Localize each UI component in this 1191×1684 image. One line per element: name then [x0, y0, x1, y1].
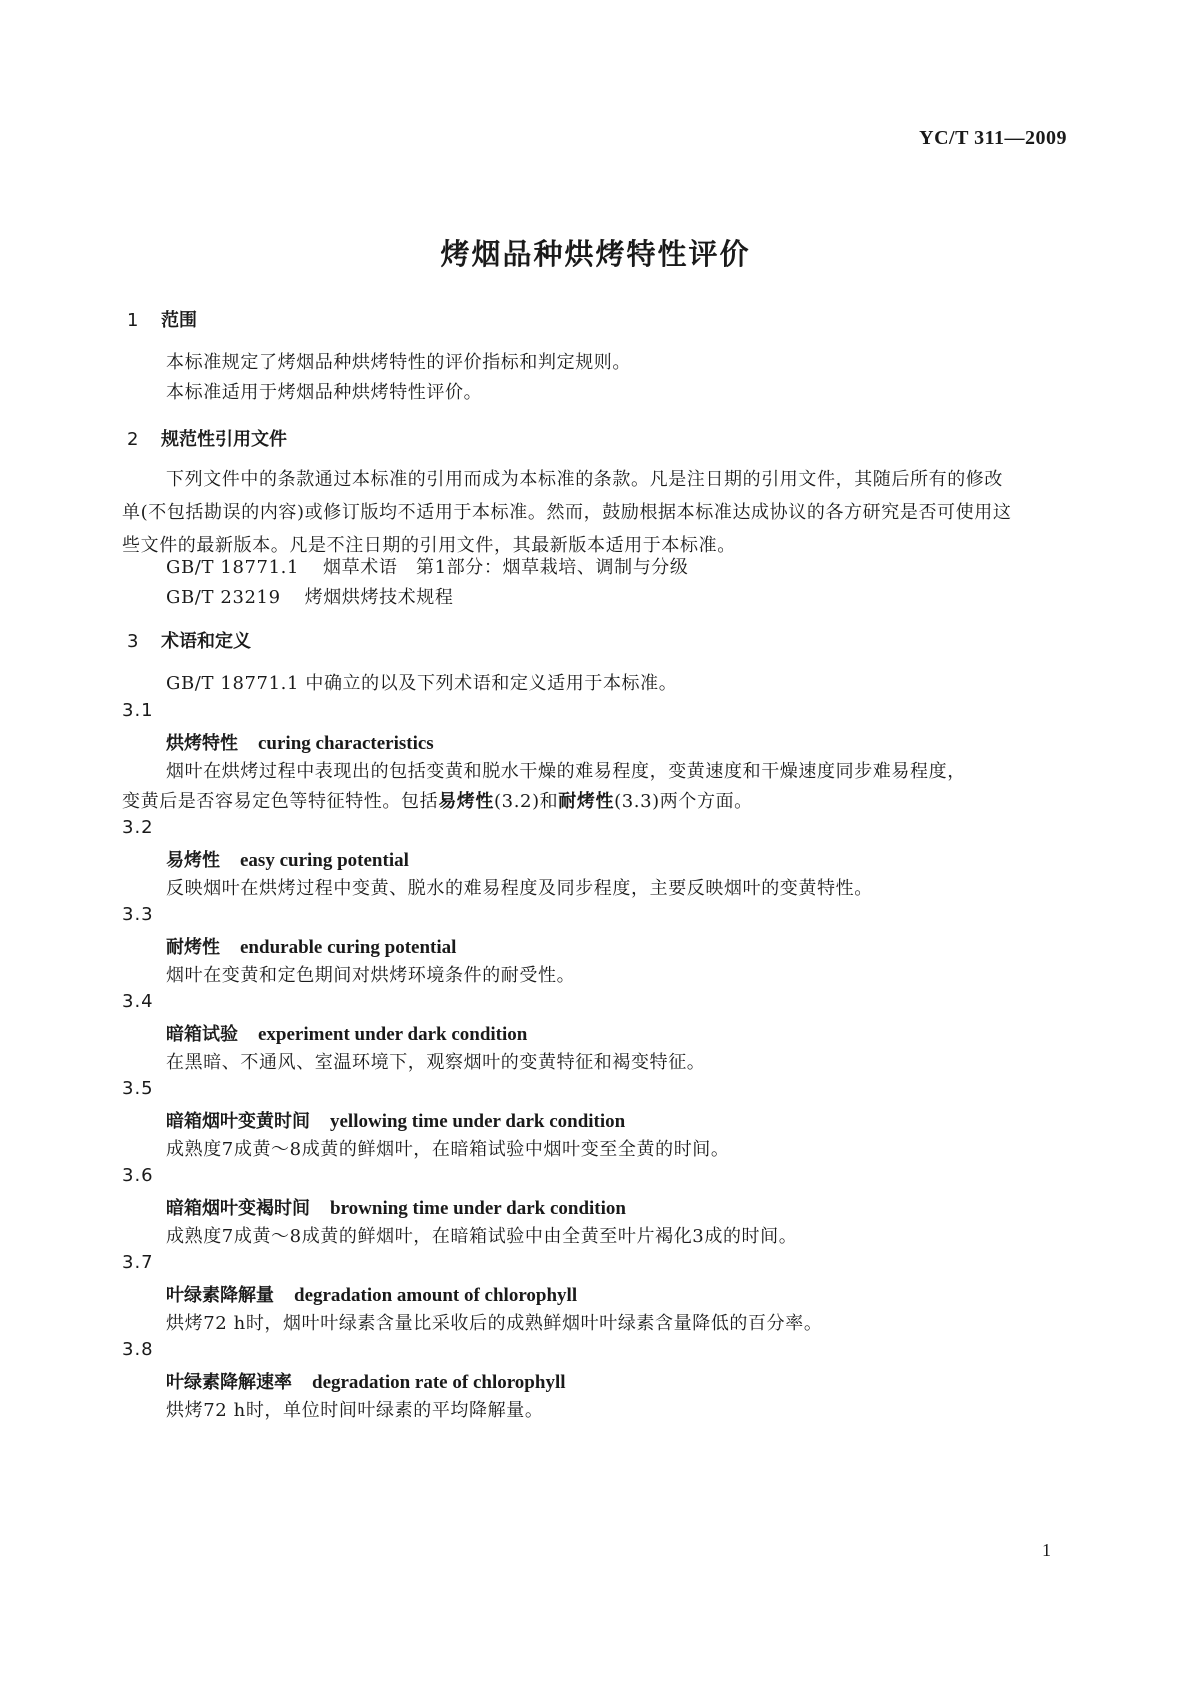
term-zh: 叶绿素降解速率: [166, 1372, 292, 1393]
term-en: curing characteristics: [258, 733, 434, 754]
term-en: degradation rate of chlorophyll: [312, 1372, 566, 1393]
section-2-paragraph: 下列文件中的条款通过本标准的引用而成为本标准的条款。凡是注日期的引用文件，其随后所有的修改单(不包括勘误的内容)或修订版均不适用于本标准。然而，鼓励根据本标准达成协议的各方研究是否可使用这些文件的最新版本。凡是不注日期的引用文件，其最新版本适用于本标准。: [122, 469, 1012, 556]
term-zh: 烘烤特性: [166, 733, 238, 754]
section-3-intro: GB/T 18771.1 中确立的以及下列术语和定义适用于本标准。: [166, 673, 678, 694]
page-number: 1: [1042, 1540, 1051, 1560]
term-number: 3.4: [122, 991, 154, 1012]
section-number: 1: [127, 310, 139, 331]
reference-code: GB/T 18771.1: [166, 557, 300, 578]
section-number: 3: [127, 631, 139, 652]
term-en: experiment under dark condition: [258, 1024, 528, 1045]
section-number: 2: [127, 429, 139, 450]
term-number: 3.3: [122, 904, 154, 925]
term-heading: [166, 1368, 566, 1394]
term-heading: [166, 1281, 577, 1307]
term-heading: [166, 1020, 527, 1046]
section-title: 范围: [161, 310, 197, 331]
definition-text: 变黄后是否容易定色等特征特性。包括: [122, 791, 439, 812]
term-number: 3.5: [122, 1078, 154, 1099]
term-en: browning time under dark condition: [330, 1198, 626, 1219]
term-number: 3.1: [122, 700, 154, 721]
normative-reference: [166, 583, 453, 609]
term-definition: 成熟度7成黄～8成黄的鲜烟叶，在暗箱试验中烟叶变至全黄的时间。: [166, 1139, 730, 1160]
section-1-paragraph: 本标准规定了烤烟品种烘烤特性的评价指标和判定规则。: [166, 352, 631, 373]
term-zh: 暗箱试验: [166, 1024, 238, 1045]
term-en: degradation amount of chlorophyll: [294, 1285, 578, 1306]
term-definition: 烟叶在烘烤过程中表现出的包括变黄和脱水干燥的难易程度，变黄速度和干燥速度同步难易程度，: [166, 761, 966, 782]
term-heading: [166, 729, 434, 755]
normative-reference: [166, 553, 689, 579]
term-definition: 烘烤72 h时，烟叶叶绿素含量比采收后的成熟鲜烟叶叶绿素含量降低的百分率。: [166, 1313, 823, 1334]
term-number: 3.8: [122, 1339, 154, 1360]
section-title: 术语和定义: [161, 631, 251, 652]
term-definition: 反映烟叶在烘烤过程中变黄、脱水的难易程度及同步程度，主要反映烟叶的变黄特性。: [166, 878, 873, 899]
definition-text: (3.3)两个方面。: [614, 791, 753, 812]
term-heading: [166, 933, 456, 959]
standard-code: YC/T 311—2009: [919, 127, 1067, 149]
term-reference: 耐烤性: [558, 791, 615, 812]
term-definition: 在黑暗、不通风、室温环境下，观察烟叶的变黄特征和褐变特征。: [166, 1052, 706, 1073]
term-number: 3.2: [122, 817, 154, 838]
term-zh: 叶绿素降解量: [166, 1285, 274, 1306]
term-en: endurable curing potential: [240, 937, 457, 958]
section-title: 规范性引用文件: [161, 429, 287, 450]
term-zh: 暗箱烟叶变黄时间: [166, 1111, 310, 1132]
term-definition: 烟叶在变黄和定色期间对烘烤环境条件的耐受性。: [166, 965, 576, 986]
section-3-heading: [127, 627, 251, 653]
reference-code: GB/T 23219: [166, 587, 281, 608]
section-1-heading: [127, 306, 197, 332]
term-number: 3.7: [122, 1252, 154, 1273]
term-en: yellowing time under dark condition: [330, 1111, 626, 1132]
term-definition: 成熟度7成黄～8成黄的鲜烟叶，在暗箱试验中由全黄至叶片褐化3成的时间。: [166, 1226, 798, 1247]
term-heading: [166, 1107, 625, 1133]
term-zh: 耐烤性: [166, 937, 220, 958]
definition-text: (3.2)和: [494, 791, 559, 812]
term-zh: 易烤性: [166, 850, 220, 871]
document-title: 烤烟品种烘烤特性评价: [440, 237, 751, 271]
term-number: 3.6: [122, 1165, 154, 1186]
term-zh: 暗箱烟叶变褐时间: [166, 1198, 310, 1219]
term-reference: 易烤性: [438, 791, 495, 812]
reference-title: 烤烟烘烤技术规程: [304, 587, 454, 608]
term-heading: [166, 1194, 626, 1220]
term-definition: [122, 787, 753, 813]
section-2-heading: [127, 425, 287, 451]
section-1-paragraph: 本标准适用于烤烟品种烘烤特性评价。: [166, 382, 483, 403]
reference-title: 烟草术语 第1部分：烟草栽培、调制与分级: [323, 557, 689, 578]
term-heading: [166, 846, 409, 872]
term-definition: 烘烤72 h时，单位时间叶绿素的平均降解量。: [166, 1400, 544, 1421]
term-en: easy curing potential: [240, 850, 409, 871]
